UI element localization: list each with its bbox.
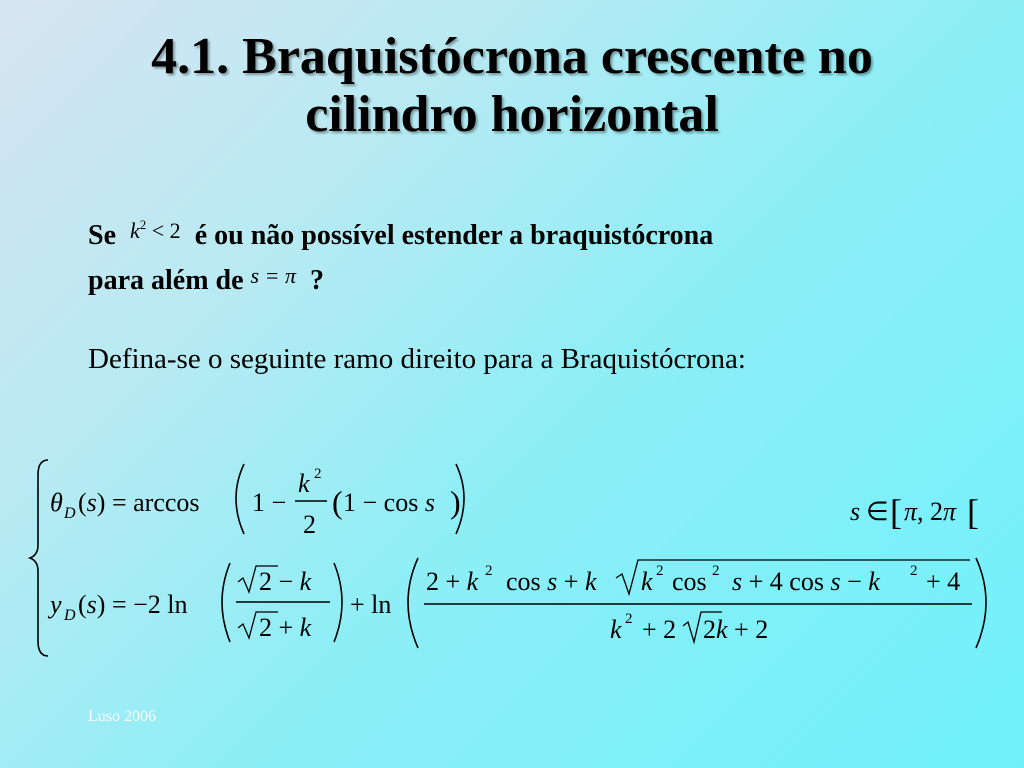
svg-text:(s) = arccos: (s) = arccos [78, 488, 200, 517]
svg-text:∈: ∈ [866, 497, 889, 526]
svg-text:2: 2 [656, 563, 664, 579]
question-se: Se [88, 220, 116, 251]
svg-text:2: 2 [712, 563, 720, 579]
svg-text:s: s [850, 497, 861, 526]
question-mark: ? [309, 265, 324, 296]
svg-text:[: [ [890, 492, 902, 532]
domain-interval [850, 492, 979, 532]
svg-text:1 −: 1 − [252, 488, 287, 517]
svg-text:+ ln: + ln [350, 590, 392, 619]
system-brace [30, 460, 48, 656]
question-mid-text: é ou não possível estender a braquistócrona [194, 220, 714, 251]
svg-text:2 + k: 2 + k [259, 613, 312, 642]
svg-text:(s) = −2 ln: (s) = −2 ln [78, 590, 188, 619]
svg-text:cos s + k: cos s + k [506, 567, 597, 596]
svg-text:2: 2 [314, 466, 322, 482]
condition-exponent: 2 [139, 217, 147, 232]
question-line2: para além de [88, 265, 244, 296]
svg-text:k: k [298, 469, 310, 498]
condition-k: k [130, 218, 140, 243]
svg-text:θ: θ [50, 488, 63, 517]
svg-text:D: D [64, 505, 76, 522]
svg-text:): ) [450, 484, 461, 520]
svg-text:2: 2 [303, 510, 316, 539]
svg-text:k: k [641, 567, 653, 596]
slide-title-line1: 4.1. Braquistócrona crescente no [151, 28, 873, 85]
svg-text:+ 4: + 4 [926, 567, 961, 596]
svg-text:cos: cos [672, 567, 707, 596]
svg-text:[: [ [967, 492, 979, 532]
svg-text:2: 2 [625, 611, 633, 627]
svg-text:2: 2 [485, 563, 493, 579]
svg-text:+ 2: + 2 [642, 615, 677, 644]
svg-text:D: D [64, 607, 76, 624]
s-equals-pi: s = π [250, 263, 296, 288]
svg-text:2 − k: 2 − k [259, 567, 312, 596]
svg-text:2 + k: 2 + k [426, 567, 479, 596]
svg-text:y: y [50, 590, 62, 619]
footer-credit: Luso 2006 [88, 708, 156, 725]
svg-text:s + 4 cos s − k: s + 4 cos s − k [732, 567, 880, 596]
definition-text: Defina-se o seguinte ramo direito para a Braquistócrona: [88, 343, 746, 375]
condition-relation: < 2 [151, 218, 181, 243]
slide-title-line2: cilindro horizontal [305, 86, 719, 143]
svg-text:k: k [610, 615, 622, 644]
svg-text:1 − cos s: 1 − cos s [343, 488, 435, 517]
svg-text:2: 2 [910, 563, 918, 579]
y-equation [47, 558, 986, 648]
theta-equation [50, 464, 464, 539]
svg-text:π, 2π: π, 2π [904, 497, 957, 526]
svg-text:(: ( [332, 484, 343, 520]
svg-text:2k + 2: 2k + 2 [703, 615, 769, 644]
